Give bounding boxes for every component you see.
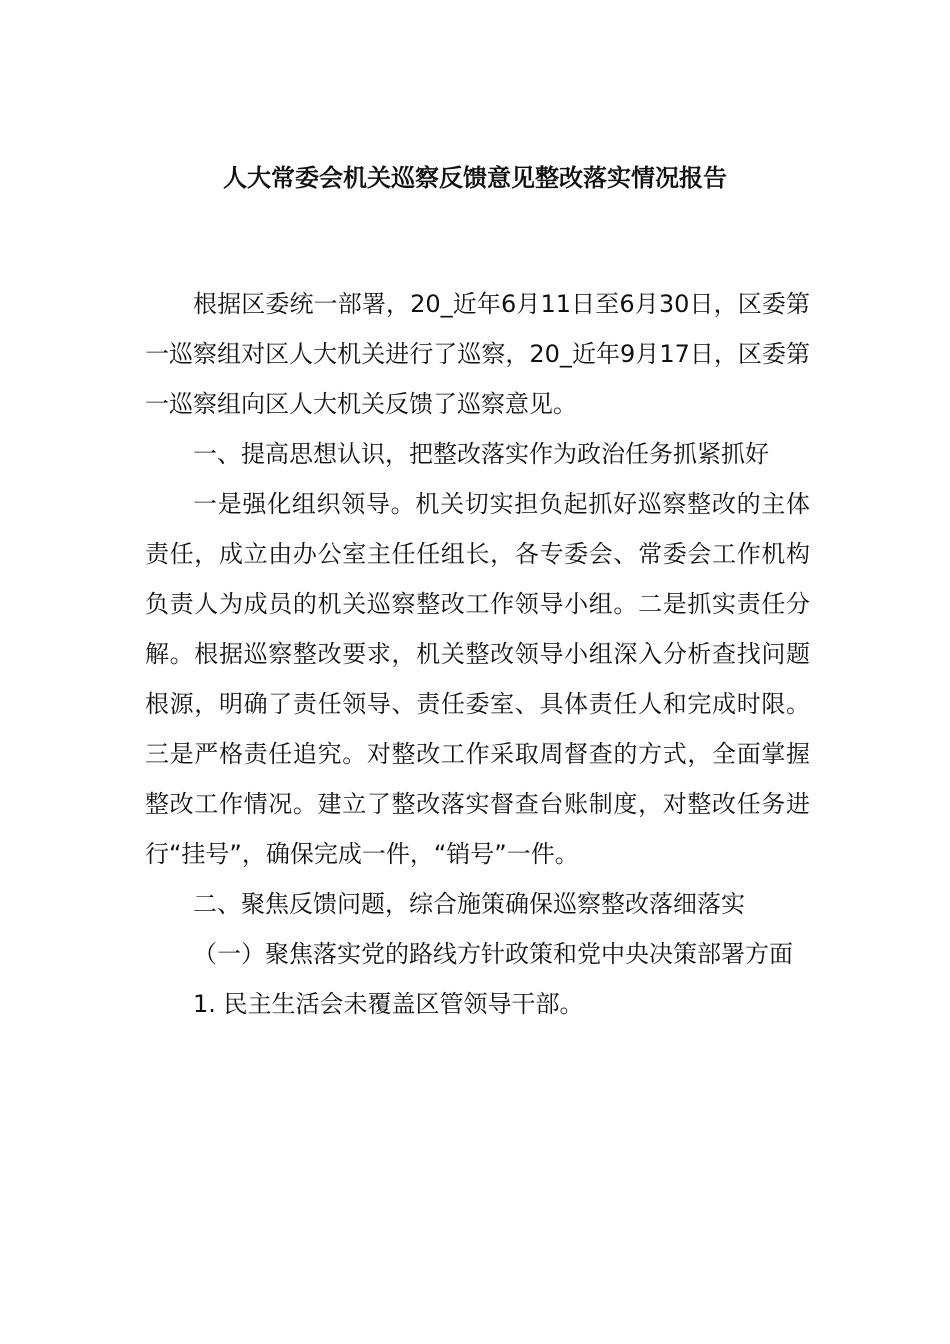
document-body	[145, 279, 810, 1029]
section-heading-1: 一、提高思想认识，把整改落实作为政治任务抓紧抓好	[193, 440, 769, 468]
list-item-1: 1. 民主生活会未覆盖区管领导干部。	[193, 990, 584, 1018]
paragraph-intro: 根据区委统一部署，20_近年6月11日至6月30日，区委第一巡察组对区人大机关进行了巡察，20_近年9月17日，区委第一巡察组向区人大机关反馈了巡察意见。	[145, 290, 810, 418]
section-heading-2: 二、聚焦反馈问题，综合施策确保巡察整改落细落实	[193, 890, 745, 918]
document-title: 人大常委会机关巡察反馈意见整改落实情况报告	[223, 164, 727, 192]
subsection-heading-1: （一）聚焦落实党的路线方针政策和党中央决策部署方面	[193, 940, 793, 968]
paragraph-measures: 一是强化组织领导。机关切实担负起抓好巡察整改的主体责任，成立由办公室主任任组长，各专委会、常委会工作机构负责人为成员的机关巡察整改工作领导小组。二是抓实责任分解。根据巡察整改要求，机关整改领导小组深入分析查找问题根源，明确了责任领导、责任委室、具体责任人和完成时限。三是严格责任追究。对整改工作采取周督查的方式，全面掌握整改工作情况。建立了整改落实督查台账制度，对整改任务进行“挂号”，确保完成一件，“销号”一件。	[145, 490, 810, 868]
